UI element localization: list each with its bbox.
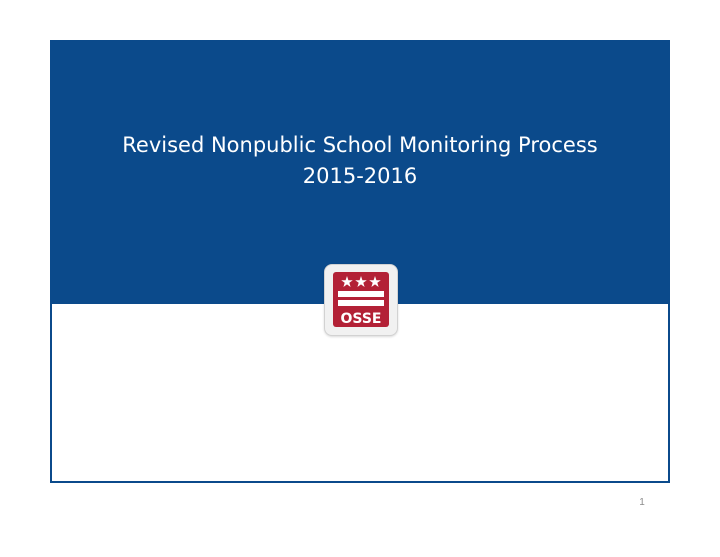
page-number: 1 <box>639 497 645 508</box>
osse-logo <box>324 264 398 336</box>
title-slide <box>50 40 670 483</box>
slide-title-line-2: 2015-2016 <box>302 164 418 188</box>
osse-logo-text: OSSE <box>340 311 382 327</box>
slide-title <box>52 130 668 192</box>
flag-bar-bottom <box>338 300 384 306</box>
slide-title-line-1: Revised Nonpublic School Monitoring Process <box>122 133 598 157</box>
osse-logo-graphic <box>325 265 397 335</box>
flag-bar-top <box>338 291 384 297</box>
